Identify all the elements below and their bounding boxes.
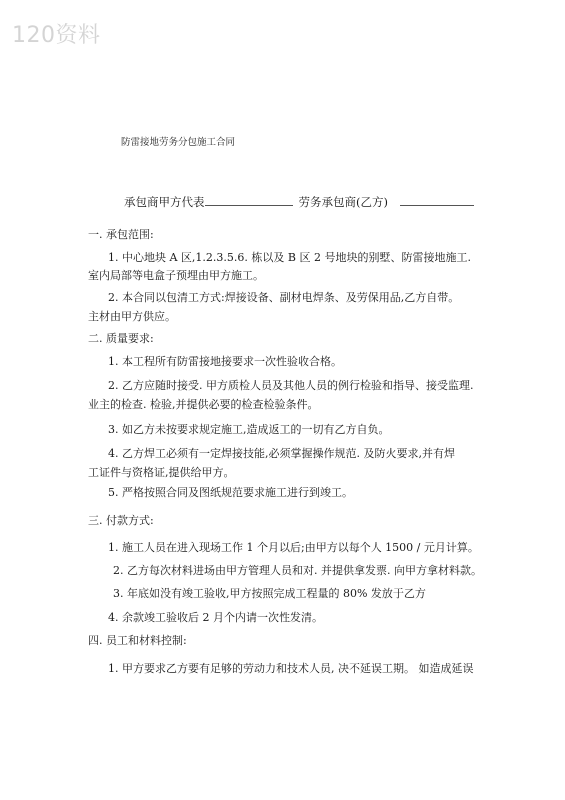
party-b-label: 劳务承包商(乙方) bbox=[298, 195, 388, 209]
document-title: 防雷接地劳务分包施工合同 bbox=[121, 137, 236, 148]
quality-item-5: 5. 严格按照合同及图纸规范要求施工进行到竣工。 bbox=[108, 486, 353, 499]
scope-item-1: 1. 中心地块 A 区,1.2.3.5.6. 栋以及 B 区 2 号地块的别墅、防雷接地施工. bbox=[108, 251, 471, 264]
quality-item-3: 3. 如乙方未按要求规定施工,造成返工的一切有乙方自负。 bbox=[108, 423, 390, 436]
payment-item-2: 2. 乙方每次材料进场由甲方管理人员和对. 并提供拿发票. 向甲方拿材料款。 bbox=[113, 564, 482, 577]
party-a-signature-blank bbox=[205, 194, 293, 206]
party-a-label: 承包商甲方代表 bbox=[124, 195, 205, 209]
quality-item-1: 1. 本工程所有防雷接地接要求一次性验收合格。 bbox=[108, 355, 342, 368]
staff-item-1: 1. 甲方要求乙方要有足够的劳动力和技术人员, 决不延误工期。 如造成延误 bbox=[108, 662, 474, 675]
watermark-logo: 120资料 bbox=[12, 23, 101, 48]
quality-item-2: 2. 乙方应随时接受. 甲方质检人员及其他人员的例行检验和指导、接受监理. bbox=[108, 379, 474, 392]
section-heading-staff: 四. 员工和材料控制: bbox=[88, 634, 187, 647]
scope-item-1-cont: 室内局部等电盒子预埋由甲方施工。 bbox=[88, 269, 264, 282]
section-heading-payment: 三. 付款方式: bbox=[88, 514, 154, 527]
scope-item-2: 2. 本合同以包清工方式:焊接设备、副材电焊条、及劳保用品,乙方自带。 bbox=[108, 291, 460, 304]
quality-item-4-cont: 工证件与资格证,提供给甲方。 bbox=[88, 466, 235, 479]
party-b-signature-blank bbox=[400, 194, 474, 206]
parties-line bbox=[124, 194, 474, 210]
payment-item-1: 1. 施工人员在进入现场工作 1 个月以后;由甲方以每个人 1500 / 元月计算。 bbox=[108, 541, 479, 554]
payment-item-3: 3. 年底如没有竣工验收,甲方按照完成工程量的 80% 发放于乙方 bbox=[113, 587, 426, 600]
payment-item-4: 4. 余款竣工验收后 2 月个内请一次性发清。 bbox=[108, 611, 323, 624]
section-heading-quality: 二. 质量要求: bbox=[88, 332, 154, 345]
quality-item-4: 4. 乙方焊工必须有一定焊接技能,必须掌握操作规范. 及防火要求,并有焊 bbox=[108, 447, 455, 460]
section-heading-scope: 一. 承包范围: bbox=[88, 228, 154, 241]
scope-item-2-cont: 主材由甲方供应。 bbox=[88, 310, 176, 323]
quality-item-2-cont: 业主的检查. 检验,并提供必要的检查检验条件。 bbox=[88, 398, 319, 411]
